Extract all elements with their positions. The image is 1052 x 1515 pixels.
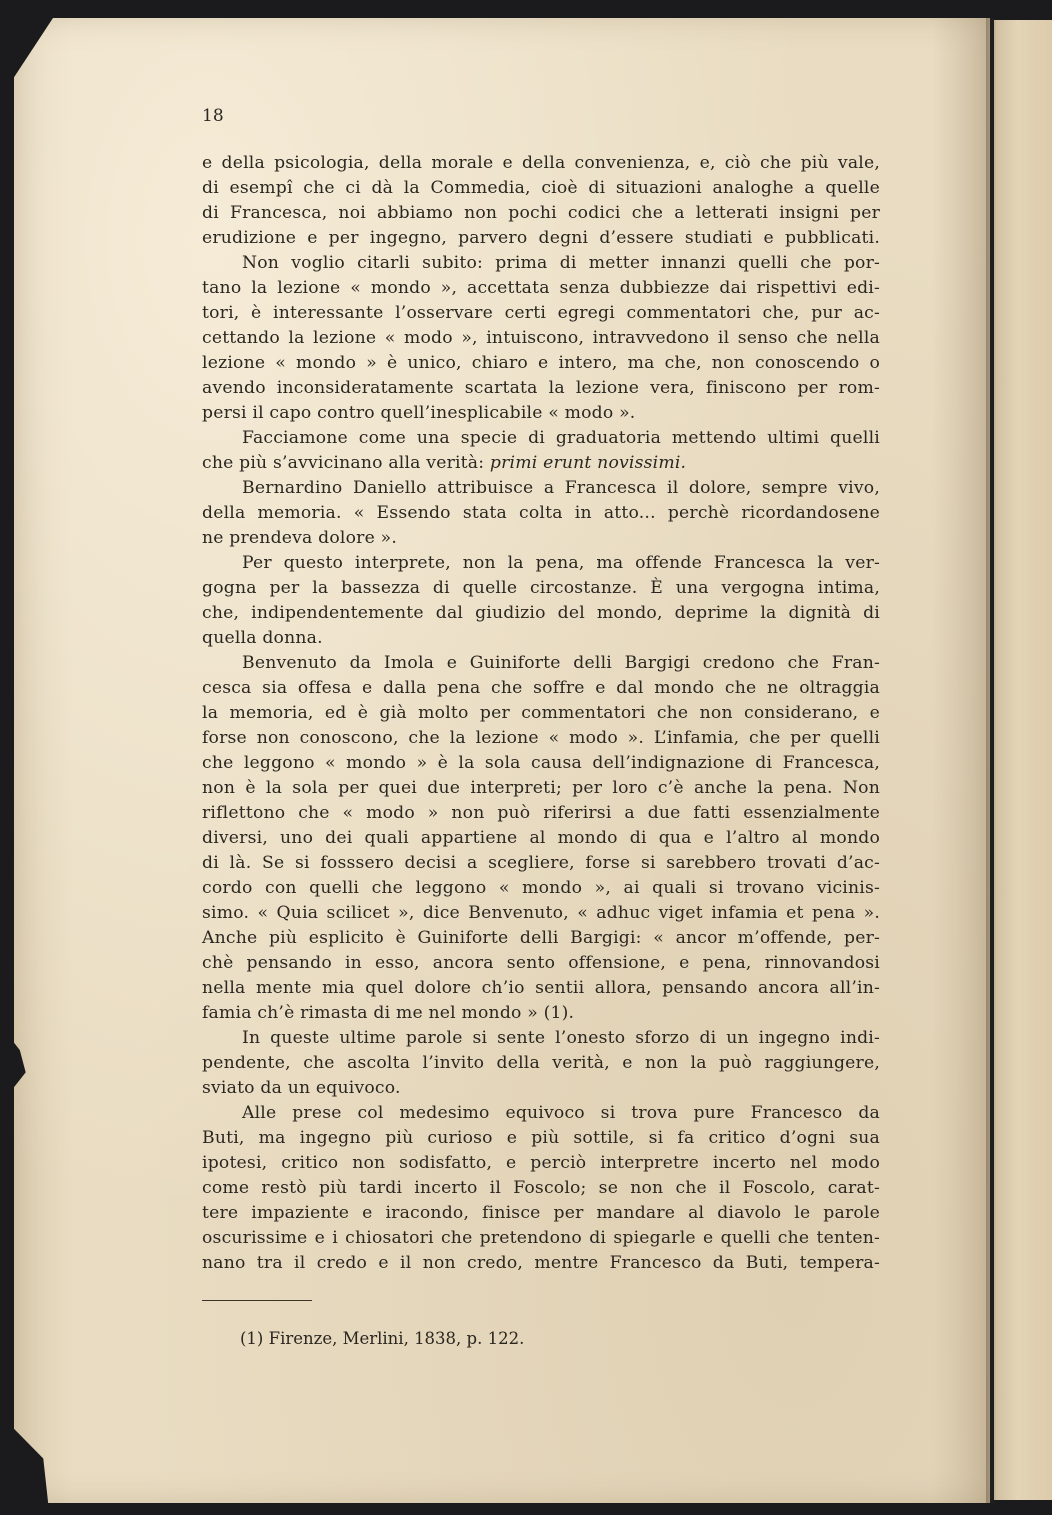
text-line: Facciamone come una specie di graduatoria mettendo ultimi quelli xyxy=(242,428,880,448)
text-line: ipotesi, critico non sodisfatto, e perciò interpretre incerto nel modo xyxy=(202,1153,880,1173)
text-line: gogna per la bassezza di quelle circostanze. È una vergogna intima, xyxy=(202,578,880,598)
text-line: nella mente mia quel dolore ch’io sentii allora, pensando ancora all’in- xyxy=(202,978,880,998)
facing-page-edge xyxy=(994,20,1052,1500)
text-line: quella donna. xyxy=(202,628,323,648)
text-line: Benvenuto da Imola e Guiniforte delli Bargigi credono che Fran- xyxy=(242,653,880,673)
text-line: tere impaziente e iracondo, finisce per mandare al diavolo le parole xyxy=(202,1203,880,1223)
text-line: Bernardino Daniello attribuisce a Francesca il dolore, sempre vivo, xyxy=(242,478,880,498)
text-line: lezione « mondo » è unico, chiaro e intero, ma che, non conoscendo o xyxy=(202,353,880,373)
text-line: erudizione e per ingegno, parvero degni d’essere studiati e pubblicati. xyxy=(202,228,880,248)
text-line: ne prendeva dolore ». xyxy=(202,528,397,548)
text-line: cesca sia offesa e dalla pena che soffre e dal mondo che ne oltraggia xyxy=(202,678,880,698)
body-text xyxy=(202,151,880,1276)
text-line: di Francesca, noi abbiamo non pochi codici che a letterati insigni per xyxy=(202,203,880,223)
text-line: In queste ultime parole si sente l’onesto sforzo di un ingegno indi- xyxy=(242,1028,880,1048)
text-line: oscurissime e i chiosatori che pretendono di spiegarle e quelli che tenten- xyxy=(202,1228,880,1248)
text-line: e della psicologia, della morale e della convenienza, e, ciò che più vale, xyxy=(202,153,880,173)
text-line: nano tra il credo e il non credo, mentre Francesco da Buti, tempera- xyxy=(202,1253,880,1273)
text-line: riflettono che « modo » non può riferirsi a due fatti essenzialmente xyxy=(202,803,880,823)
italic-quote: primi erunt novissimi. xyxy=(489,453,687,473)
text-line: che, indipendentemente dal giudizio del mondo, deprime la dignità di xyxy=(202,603,880,623)
text-line: non è la sola per quei due interpreti; per loro c’è anche la pena. Non xyxy=(202,778,880,798)
text-line: che leggono « mondo » è la sola causa dell’indignazione di Francesca, xyxy=(202,753,880,773)
text-line: persi il capo contro quell’inesplicabile « modo ». xyxy=(202,403,636,423)
footnote-divider xyxy=(202,1300,312,1301)
text-line: Alle prese col medesimo equivoco si trova pure Francesco da xyxy=(242,1103,880,1123)
text-line: pendente, che ascolta l’invito della verità, e non la può raggiungere, xyxy=(202,1053,880,1073)
text-fragment: che più s’avvicinano alla verità: xyxy=(202,453,485,473)
text-line: della memoria. « Essendo stata colta in atto... perchè ricordandosene xyxy=(202,503,880,523)
text-line: diversi, uno dei quali appartiene al mondo di qua e l’altro al mondo xyxy=(202,828,880,848)
text-line: avendo inconsideratamente scartata la lezione vera, finiscono per rom- xyxy=(202,378,880,398)
text-line: tano la lezione « mondo », accettata senza dubbiezze dai rispettivi edi- xyxy=(202,278,880,298)
text-line: famia ch’è rimasta di me nel mondo » (1). xyxy=(202,1003,575,1023)
footnote: (1) Firenze, Merlini, 1838, p. 122. xyxy=(240,1329,525,1348)
text-line: chè pensando in esso, ancora sento offensione, e pena, rinnovandosi xyxy=(202,953,880,973)
page-number: 18 xyxy=(202,106,224,126)
text-line: Anche più esplicito è Guiniforte delli Bargigi: « ancor m’offende, per- xyxy=(202,928,880,948)
text-line: sviato da un equivoco. xyxy=(202,1078,401,1098)
text-line: simo. « Quia scilicet », dice Benvenuto, « adhuc viget infamia et pena ». xyxy=(202,903,880,923)
text-line: cordo con quelli che leggono « mondo », ai quali si trovano vicinis- xyxy=(202,878,880,898)
gutter-shadow xyxy=(986,18,996,1503)
text-line: forse non conoscono, che la lezione « modo ». L’infamia, che per quelli xyxy=(202,728,880,748)
text-line: cettando la lezione « modo », intuiscono, intravvedono il senso che nella xyxy=(202,328,880,348)
text-line: la memoria, ed è già molto per commentatori che non considerano, e xyxy=(202,703,880,723)
text-line: come restò più tardi incerto il Foscolo; se non che il Foscolo, carat- xyxy=(202,1178,880,1198)
text-line xyxy=(202,451,880,476)
text-line: di esempî che ci dà la Commedia, cioè di situazioni analoghe a quelle xyxy=(202,178,880,198)
text-line: Per questo interprete, non la pena, ma offende Francesca la ver- xyxy=(242,553,880,573)
text-line: tori, è interessante l’osservare certi egregi commentatori che, pur ac- xyxy=(202,303,880,323)
text-line: Buti, ma ingegno più curioso e più sottile, si fa critico d’ogni sua xyxy=(202,1128,880,1148)
text-line: Non voglio citarli subito: prima di metter innanzi quelli che por- xyxy=(242,253,880,273)
text-line: di là. Se si fosssero decisi a scegliere, forse si sarebbero trovati d’ac- xyxy=(202,853,880,873)
